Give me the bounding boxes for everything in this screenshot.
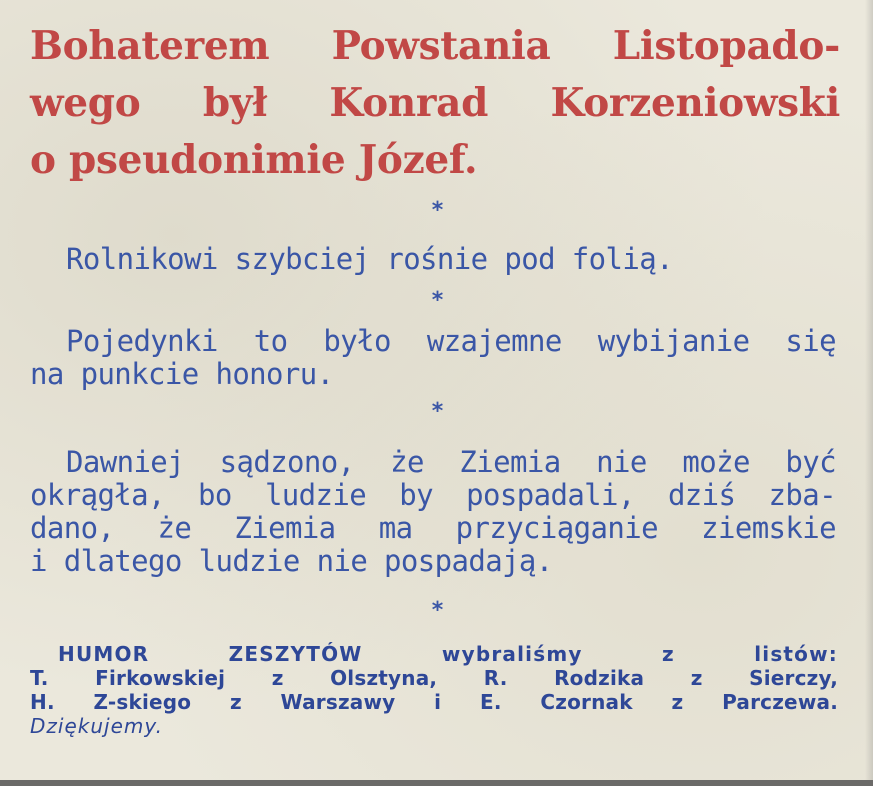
paragraph-line: Dawniej sądzono, że Ziemia nie może być (66, 445, 836, 479)
headline-line: o pseudonimie Józef. (30, 137, 478, 183)
separator-star-icon: * (431, 598, 444, 623)
headline (30, 18, 840, 189)
paragraph-rolnik (30, 243, 836, 276)
paragraph-pojedynki (30, 325, 836, 391)
paragraph-line: i dlatego ludzie nie pospadają. (30, 544, 553, 578)
page-edge-shadow (865, 0, 873, 780)
headline-line: wego był Konrad Korzeniowski (30, 80, 840, 126)
thanks-text: Dziękujemy. (30, 714, 164, 738)
separator-star-icon: * (431, 399, 444, 424)
credits (30, 642, 838, 738)
bottom-border (0, 780, 873, 786)
paragraph-line: na punkcie honoru. (30, 357, 334, 391)
headline-line: Bohaterem Powstania Listopado- (30, 23, 840, 69)
credits-line: HUMOR ZESZYTÓW wybraliśmy z listów: (58, 642, 838, 666)
paragraph-ziemia (30, 446, 836, 578)
credits-line: H. Z-skiego z Warszawy i E. Czornak z Parczewa. (30, 690, 838, 714)
separator-star-icon: * (431, 198, 444, 223)
separator-star-icon: * (431, 288, 444, 313)
paragraph-line: okrągła, bo ludzie by pospadali, dziś zba- (30, 478, 836, 512)
paragraph-line: dano, że Ziemia ma przyciąganie ziemskie (30, 511, 836, 545)
paragraph-line: Rolnikowi szybciej rośnie pod folią. (66, 242, 673, 276)
paragraph-line: Pojedynki to było wzajemne wybijanie się (66, 324, 836, 358)
credits-line: T. Firkowskiej z Olsztyna, R. Rodzika z Sierczy, (30, 666, 838, 690)
